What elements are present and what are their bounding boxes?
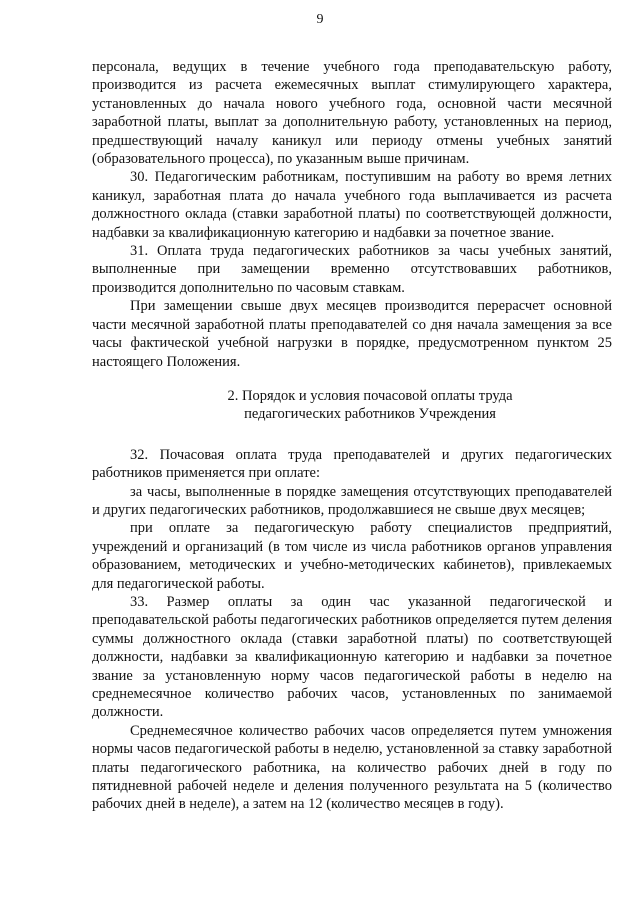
section-heading bbox=[92, 387, 612, 424]
paragraph-32-item-1: за часы, выполненные в порядке замещения отсутствующих преподавателей и других педагогических работников, продолжавшиеся не свыше двух месяцев; bbox=[92, 483, 612, 518]
paragraph-32-item-2: при оплате за педагогическую работу специалистов предприятий, учреждений и организаций (в том числе из числа работников органов управления образованием, методических и учебно-методических кабинетов), привлекаемых для педагогической работы. bbox=[92, 520, 612, 592]
document-body bbox=[92, 58, 612, 814]
page-number: 9 bbox=[316, 12, 324, 27]
paragraph-31: 31. Оплата труда педагогических работников за часы учебных занятий, выполненные при замещении временно отсутствовавших работников, производится дополнительно по часовым ставкам. bbox=[92, 243, 612, 296]
paragraph-31-substitution: При замещении свыше двух месяцев производится перерасчет основной части месячной заработной платы преподавателей со дня начала замещения за все часы фактической учебной нагрузки в порядке, предусмотренном пунктом 25 настоящего Положения. bbox=[92, 298, 612, 370]
paragraph-33: 33. Размер оплаты за один час указанной педагогической и преподавательской работы педагогических работников определяется путем деления суммы должностного оклада (ставки заработной платы) по соответствующей должности, надбавки за квалификационную категорию и надбавки за почетное звание за установленную норму часов педагогической работы в неделю на среднемесячное количество рабочих часов, установленных по занимаемой должности. bbox=[92, 593, 612, 721]
section-heading-line-1: 2. Порядок и условия почасовой оплаты труда bbox=[227, 387, 513, 404]
paragraph-30: 30. Педагогическим работникам, поступившим на работу во время летних каникул, заработная плата до начала учебного года выплачивается из расчета должностного оклада (ставки заработной платы) по соответствующей должности, надбавки за квалификационную категорию и надбавки за почетное звание. bbox=[92, 169, 612, 241]
paragraph-33-average-hours: Среднемесячное количество рабочих часов определяется путем умножения нормы часов педагогической работы в неделю, установленной за ставку заработной платы педагогического работника, на количество рабочих дней в году по пятидневной рабочей неделе и деления полученного результата на 5 (количество рабочих дней в неделе), а затем на 12 (количество месяцев в году). bbox=[92, 722, 612, 813]
paragraph-continuation: персонала, ведущих в течение учебного года преподавательскую работу, производится из расчета ежемесячных выплат стимулирующего характера, установленных до начала нового учебного года, основной части месячной заработной платы, выплат за дополнительную работу, установленных на период, предшествующий началу каникул или периоду отмены учебных занятий (образовательного процесса), по указанным выше причинам. bbox=[92, 59, 612, 168]
section-heading-line-2: педагогических работников Учреждения bbox=[244, 406, 496, 423]
paragraph-32: 32. Почасовая оплата труда преподавателей и других педагогических работников применяется при оплате: bbox=[92, 446, 612, 482]
